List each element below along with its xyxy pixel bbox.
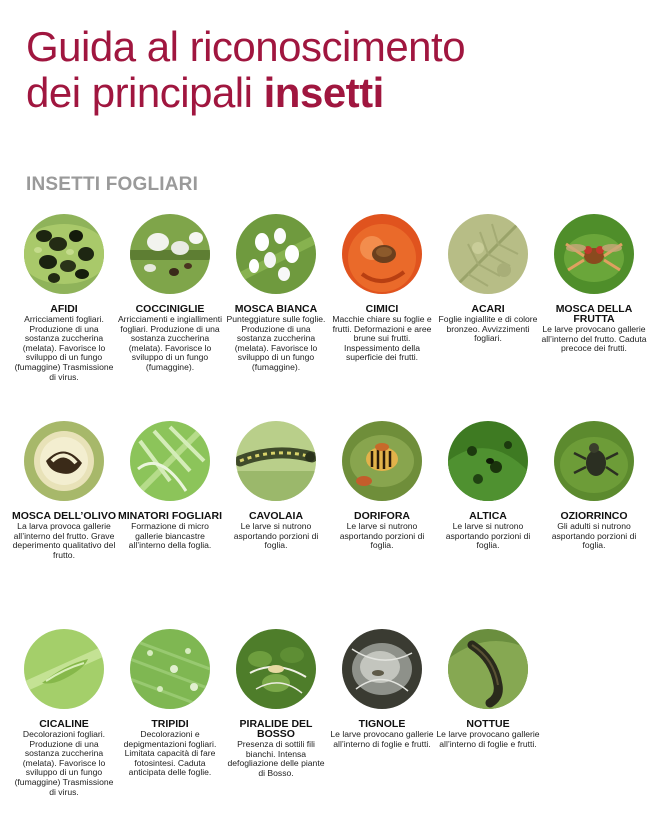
insect-description: La larva provoca gallerie all’interno del frutto. Grave deperimento qualitativo del frutto.: [12, 521, 116, 560]
whitefly-photo-icon: [236, 214, 316, 294]
insect-name: CICALINE: [39, 718, 89, 730]
insect-card: [223, 214, 329, 373]
insect-card: [329, 214, 435, 363]
box-moth-photo-icon: [236, 629, 316, 709]
insect-card: [11, 214, 117, 382]
insect-name: OZIORRINCO: [560, 510, 628, 522]
cabbage-caterpillar-photo-icon: [236, 421, 316, 501]
cutworm-photo-icon: [448, 629, 528, 709]
insect-description: Le larve si nutrono asportando porzioni di foglia.: [339, 521, 425, 551]
insect-name: CAVOLAIA: [248, 510, 304, 522]
insect-description: Arricciamenti fogliari. Produzione di una sostanza zuccherina (melata). Favorisce lo sviluppo di un fungo (fumaggine) Trasmissione di virus.: [14, 314, 114, 382]
insect-name: TIGNOLE: [358, 718, 406, 730]
insect-name: DORIFORA: [354, 510, 410, 522]
insect-description: Arricciamenti e ingiallimenti fogliari. Produzione di una sostanza zuccherina (melata). Favorisce lo sviluppo di un fungo (fumaggine).: [117, 314, 223, 372]
insect-name: CIMICI: [365, 303, 399, 315]
insect-description: Gli adulti si nutrono asportando porzioni di foglia.: [551, 521, 637, 551]
insect-card: [11, 629, 117, 797]
title-line-2-bold: insetti: [263, 69, 384, 116]
title-line-2-prefix: dei principali: [26, 69, 264, 116]
title-line-1: Guida al riconoscimento: [26, 23, 466, 70]
insect-description: Le larve si nutrono asportando porzioni di foglia.: [445, 521, 531, 551]
section-heading: INSETTI FOGLIARI: [26, 174, 199, 195]
weevil-photo-icon: [554, 421, 634, 501]
insect-description: Le larve provocano gallerie all’interno del frutto. Caduta precoce dei frutti.: [541, 324, 647, 354]
flea-beetle-photo-icon: [448, 421, 528, 501]
insect-description: Presenza di sottili fili bianchi. Intensa defogliazione delle piante di Bosso.: [227, 739, 325, 778]
insect-name: MOSCA DELLA FRUTTA: [555, 303, 633, 325]
aphids-photo-icon: [24, 214, 104, 294]
insect-card: [117, 421, 223, 551]
insect-name: AFIDI: [50, 303, 78, 315]
insect-description: Foglie ingiallite e di colore bronzeo. Avvizzimenti fogliari.: [438, 314, 538, 344]
insect-description: Le larve provocano gallerie all’interno di foglie e frutti.: [330, 729, 434, 749]
insect-description: Le larve si nutrono asportando porzioni di foglia.: [233, 521, 319, 551]
insect-description: Le larve provocano gallerie all’interno di foglie e frutti.: [436, 729, 540, 749]
insect-card: [435, 421, 541, 551]
insect-name: ACARI: [471, 303, 505, 315]
colorado-beetle-photo-icon: [342, 421, 422, 501]
stink-bug-photo-icon: [342, 214, 422, 294]
insect-card: [223, 421, 329, 551]
insect-name: ALTICA: [469, 510, 507, 522]
insect-name: MOSCA DELL’OLIVO: [11, 510, 117, 522]
insect-card: [541, 421, 647, 551]
insect-description: Decolorazioni fogliari. Produzione di una sostanza zuccherina (melata). Favorisce lo sviluppo di un fungo (fumaggine) Trasmissione di virus.: [14, 729, 114, 797]
insect-name: TRIPIDI: [151, 718, 189, 730]
insect-description: Decolorazioni e depigmentazioni fogliari. Limitata capacità di fare fotosintesi. Caduta anticipata delle foglie.: [123, 729, 217, 778]
moth-web-photo-icon: [342, 629, 422, 709]
insect-description: Macchie chiare su foglie e frutti. Deformazioni e aree brune sui frutti. Inspessimento della superficie dei frutti.: [332, 314, 432, 363]
insect-card: [223, 629, 329, 778]
insect-card: [435, 629, 541, 749]
insect-card: [541, 214, 647, 354]
insect-description: Formazione di micro gallerie biancastre all’interno della foglia.: [128, 521, 212, 551]
insect-card: [435, 214, 541, 344]
scale-insects-photo-icon: [130, 214, 210, 294]
insect-card: [329, 629, 435, 749]
leaf-miner-photo-icon: [130, 421, 210, 501]
insect-card: [117, 629, 223, 778]
fruit-fly-photo-icon: [554, 214, 634, 294]
olive-fly-photo-icon: [24, 421, 104, 501]
insect-description: Punteggiature sulle foglie. Produzione di una sostanza zuccherina (melata). Favorisce lo sviluppo di un fungo (fumaggine).: [226, 314, 326, 372]
insect-name: NOTTUE: [466, 718, 510, 730]
insect-name: MINATORI FOGLIARI: [117, 510, 223, 522]
leafhopper-photo-icon: [24, 629, 104, 709]
insect-card: [11, 421, 117, 560]
insect-name: PIRALIDE DEL BOSSO: [239, 718, 313, 740]
insect-card: [117, 214, 223, 373]
insect-name: COCCINIGLIE: [135, 303, 205, 315]
insect-name: MOSCA BIANCA: [234, 303, 318, 315]
insect-card: [329, 421, 435, 551]
mites-photo-icon: [448, 214, 528, 294]
thrips-photo-icon: [130, 629, 210, 709]
